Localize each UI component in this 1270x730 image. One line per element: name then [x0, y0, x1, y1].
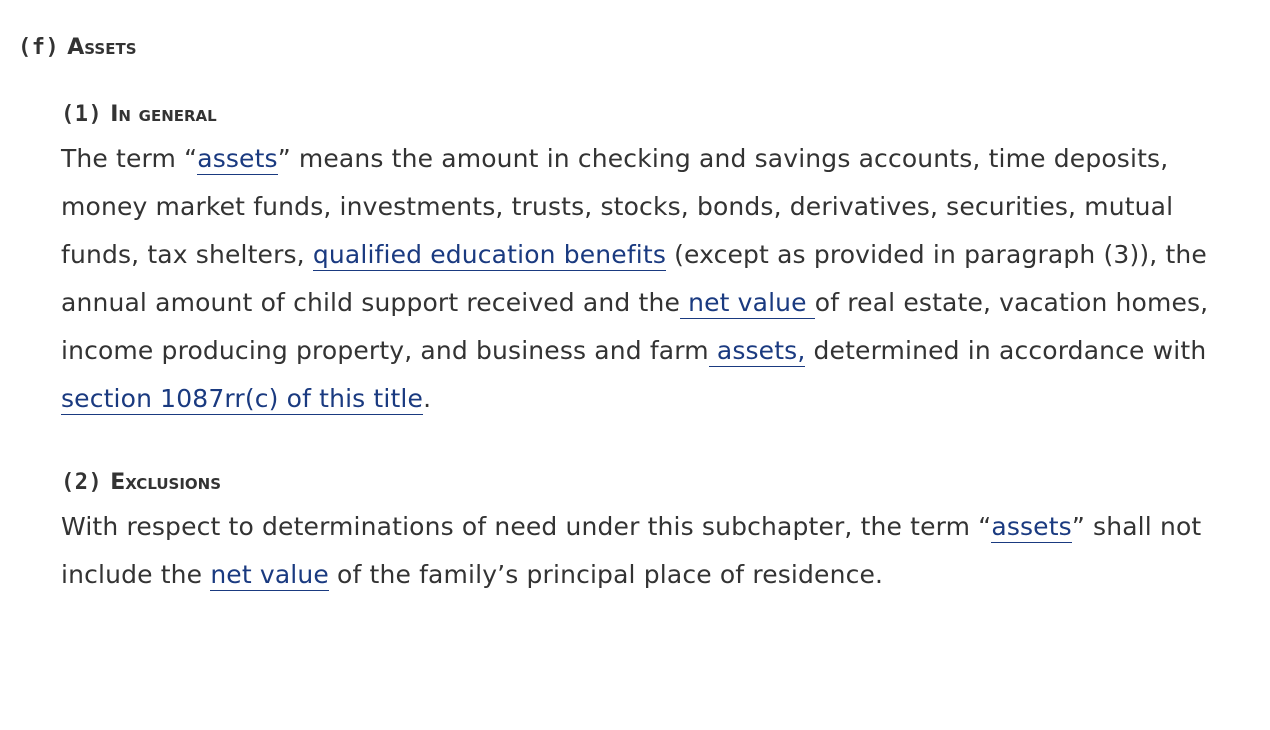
- qualified-education-benefits-link[interactable]: qualified education benefits: [312, 240, 666, 269]
- paragraph-1-text-part: (except as provided in paragraph (3)), the annual amount of child support received and the: [61, 240, 1207, 317]
- paragraph-2-text-part: With respect to determinations of need under this subchapter, the term “: [61, 512, 992, 541]
- paragraph-2-text-part: of the family’s principal place of residence.: [328, 560, 884, 589]
- section-f: [18, 28, 1248, 599]
- paragraph-1: [61, 95, 1236, 423]
- paragraph-2-text-part: ” shall not include the: [61, 512, 1202, 589]
- paragraph-2-heading: [61, 463, 1236, 503]
- paragraph-1-number: (1): [61, 102, 103, 127]
- paragraph-2: [61, 463, 1236, 599]
- paragraph-2-text: [61, 503, 1236, 599]
- paragraph-1-text-part: The term “: [61, 144, 198, 173]
- paragraph-1-heading: [61, 95, 1236, 135]
- paragraph-1-title: In general: [110, 102, 217, 127]
- paragraph-1-text-part: determined in accordance with: [805, 336, 1207, 365]
- paragraph-1-text-part: ” means the amount in checking and savings accounts, time deposits, money market funds, investments, trusts, stocks, bonds, derivatives, securities, mutual funds, tax shelters,: [61, 144, 1174, 269]
- assets-definition-link[interactable]: assets: [197, 144, 278, 173]
- paragraph-1-text-part: .: [423, 384, 432, 413]
- paragraph-2-number: (2): [61, 470, 103, 495]
- section-title: Assets: [67, 35, 137, 60]
- section-1087rr-link[interactable]: section 1087rr(c) of this title: [61, 384, 424, 413]
- assets-definition-link-3[interactable]: assets: [991, 512, 1072, 541]
- net-value-definition-link[interactable]: net value: [679, 288, 815, 317]
- paragraph-1-text: [61, 135, 1236, 423]
- section-number: (f): [18, 35, 60, 60]
- paragraph-1-text-part: of real estate, vacation homes, income producing property, and business and farm: [61, 288, 1209, 365]
- net-value-definition-link-2[interactable]: net value: [210, 560, 329, 589]
- assets-definition-link-2[interactable]: assets,: [708, 336, 806, 365]
- section-heading: [18, 28, 1248, 68]
- paragraph-2-title: Exclusions: [110, 470, 222, 495]
